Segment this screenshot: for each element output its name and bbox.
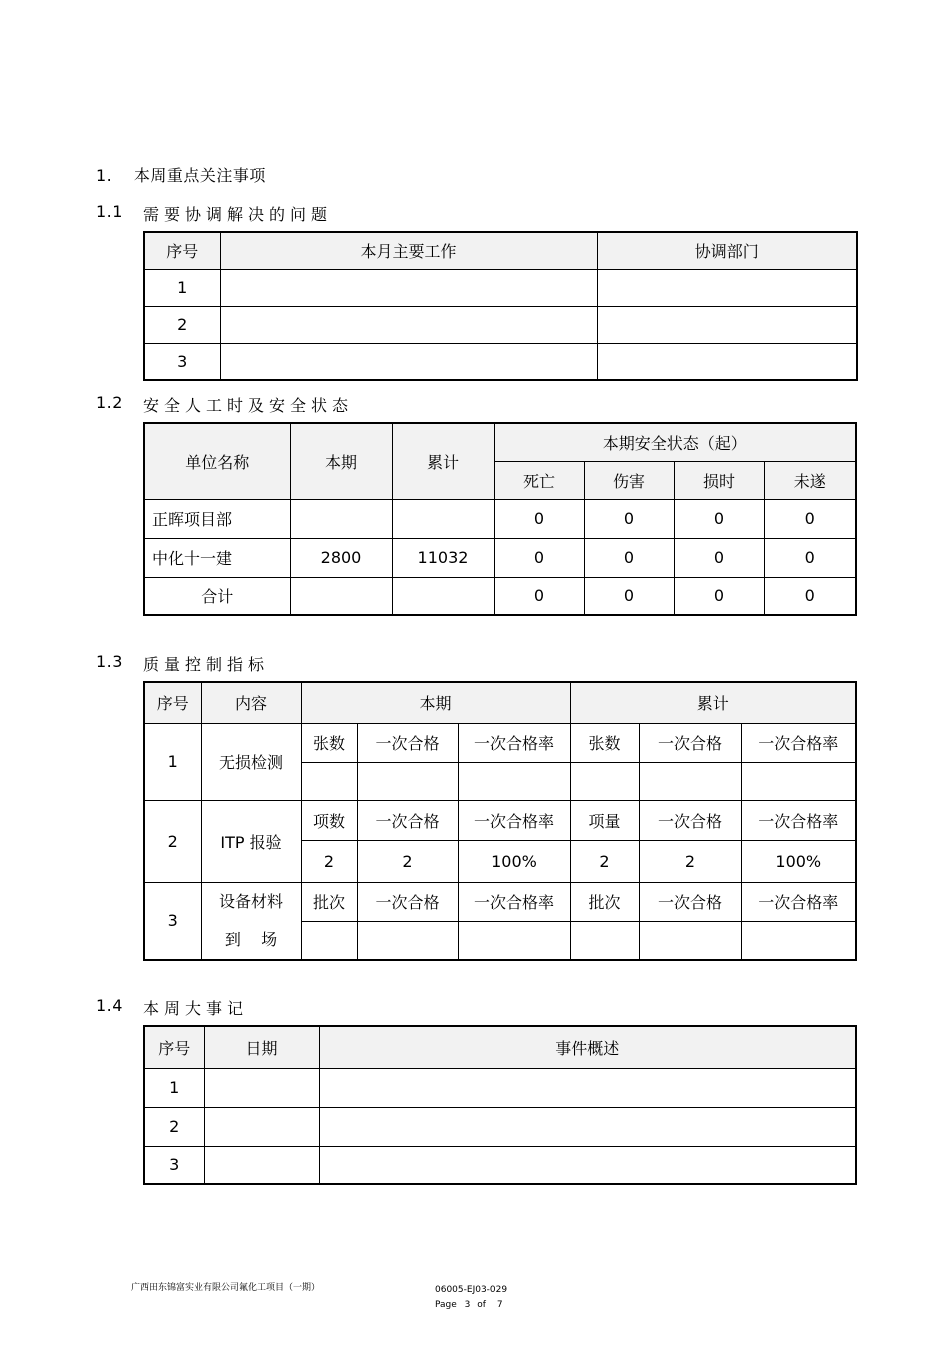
cell-injury: 0: [584, 577, 674, 615]
table-row: [144, 577, 856, 615]
cell-label: 一次合格: [357, 882, 458, 921]
cell-value: 2: [301, 840, 357, 882]
section-number: 1.2: [96, 393, 123, 412]
header-no: 序号: [144, 232, 220, 269]
header-period: 本期: [301, 682, 570, 723]
cell-label: 项数: [301, 800, 357, 840]
cell-injury: 0: [584, 499, 674, 538]
cell-value: [570, 921, 639, 959]
weekly-events-table: [143, 1025, 857, 1185]
cell-label: 一次合格: [357, 800, 458, 840]
cell-label: 张数: [301, 723, 357, 762]
cell-unit: 正晖项目部: [144, 499, 290, 538]
cell-value: [741, 762, 856, 800]
cell-unit: 中化十一建: [144, 538, 290, 577]
cell-dept: [597, 269, 857, 306]
section-title: 需要协调解决的问题: [143, 205, 333, 224]
content-line-1: 设备材料: [218, 891, 283, 911]
cell-lost-time: 0: [674, 538, 764, 577]
table-row: [144, 1107, 856, 1146]
cell-death: 0: [494, 499, 584, 538]
header-summary: 事件概述: [319, 1026, 856, 1068]
of-label: of: [477, 1300, 486, 1310]
cell-value: 2: [639, 840, 741, 882]
cell-date: [204, 1146, 319, 1184]
cell-no: 2: [144, 1107, 204, 1146]
cell-content: [201, 882, 301, 960]
quality-control-table: [143, 681, 857, 961]
header-period: 本期: [290, 423, 392, 499]
cell-value: [639, 921, 741, 959]
cell-no: 2: [144, 800, 201, 882]
header-no: 序号: [144, 1026, 204, 1068]
cell-no: 3: [144, 1146, 204, 1184]
cell-value: [458, 921, 570, 959]
cell-value: 100%: [458, 840, 570, 882]
section-title: 安全人工时及安全状态: [143, 396, 354, 415]
cell-label: 一次合格率: [458, 800, 570, 840]
section-1-3-heading: [96, 652, 270, 674]
section-number: 1.3: [96, 652, 123, 671]
cell-total: [392, 499, 494, 538]
cell-no: 1: [144, 723, 201, 800]
table-row: [144, 800, 856, 840]
cell-label: 批次: [570, 882, 639, 921]
section-1-2-heading: [96, 393, 354, 415]
cell-label: 一次合格率: [458, 882, 570, 921]
table-row: [144, 343, 857, 380]
cell-value: [639, 762, 741, 800]
cell-lost-time: 0: [674, 499, 764, 538]
cell-value: [357, 921, 458, 959]
footer-page-info: [435, 1300, 503, 1310]
header-safety-status: 本期安全状态（起）: [494, 423, 856, 461]
cell-value: [301, 921, 357, 959]
cell-summary: [319, 1107, 856, 1146]
cell-content: ITP 报验: [201, 800, 301, 882]
header-work: 本月主要工作: [220, 232, 597, 269]
section-1-heading: [96, 163, 266, 186]
header-date: 日期: [204, 1026, 319, 1068]
cell-death: 0: [494, 577, 584, 615]
cell-content: 无损检测: [201, 723, 301, 800]
cell-value: [570, 762, 639, 800]
header-lost-time: 损时: [674, 461, 764, 499]
cell-summary: [319, 1068, 856, 1107]
cell-near-miss: 0: [764, 499, 856, 538]
cell-total: [392, 577, 494, 615]
header-death: 死亡: [494, 461, 584, 499]
header-no: 序号: [144, 682, 201, 723]
header-unit: 单位名称: [144, 423, 290, 499]
safety-status-table: [143, 422, 857, 616]
cell-period: [290, 577, 392, 615]
cell-value: 100%: [741, 840, 856, 882]
cell-dept: [597, 343, 857, 380]
cell-value: 2: [570, 840, 639, 882]
cell-work: [220, 343, 597, 380]
cell-total: 11032: [392, 538, 494, 577]
cell-value: 2: [357, 840, 458, 882]
page-total: 7: [496, 1300, 503, 1310]
cell-summary: [319, 1146, 856, 1184]
cell-no: 3: [144, 343, 220, 380]
cell-label: 项量: [570, 800, 639, 840]
cell-label: 一次合格: [639, 723, 741, 762]
cell-label: 一次合格率: [741, 800, 856, 840]
coordination-issues-table: [143, 231, 858, 381]
cell-label: 一次合格率: [458, 723, 570, 762]
cell-label: 张数: [570, 723, 639, 762]
table-row: [144, 538, 856, 577]
table-row: [144, 723, 856, 762]
page-number: 3: [464, 1300, 471, 1310]
header-total: 累计: [392, 423, 494, 499]
section-number: 1.: [96, 166, 113, 185]
cell-no: 1: [144, 269, 220, 306]
cell-label: 一次合格: [639, 800, 741, 840]
cell-no: 1: [144, 1068, 204, 1107]
cell-injury: 0: [584, 538, 674, 577]
cell-label: 一次合格率: [741, 882, 856, 921]
cell-no: 3: [144, 882, 201, 960]
cell-work: [220, 306, 597, 343]
cell-death: 0: [494, 538, 584, 577]
cell-no: 2: [144, 306, 220, 343]
section-number: 1.1: [96, 202, 123, 221]
header-dept: 协调部门: [597, 232, 857, 269]
header-total: 累计: [570, 682, 856, 723]
footer-company: 广西田东锦富实业有限公司氟化工项目（一期）: [131, 1283, 321, 1293]
table-row: [144, 1068, 856, 1107]
cell-label: 批次: [301, 882, 357, 921]
section-title: 本周大事记: [143, 999, 249, 1018]
table-row: [144, 882, 856, 921]
header-injury: 伤害: [584, 461, 674, 499]
cell-lost-time: 0: [674, 577, 764, 615]
cell-label: 一次合格: [357, 723, 458, 762]
footer-doc-number: 06005-EJ03-029: [435, 1285, 508, 1295]
cell-label: 一次合格: [639, 882, 741, 921]
cell-period: 2800: [290, 538, 392, 577]
table-row: [144, 1146, 856, 1184]
page-label: Page: [435, 1300, 457, 1310]
section-1-1-heading: [96, 202, 333, 224]
cell-work: [220, 269, 597, 306]
cell-near-miss: 0: [764, 538, 856, 577]
section-number: 1.4: [96, 996, 123, 1015]
content-line-2: 到 场: [224, 929, 278, 949]
cell-value: [458, 762, 570, 800]
cell-label: 一次合格率: [741, 723, 856, 762]
table-row: [144, 306, 857, 343]
cell-value: [741, 921, 856, 959]
cell-date: [204, 1107, 319, 1146]
cell-period: [290, 499, 392, 538]
cell-value: [357, 762, 458, 800]
cell-near-miss: 0: [764, 577, 856, 615]
header-content: 内容: [201, 682, 301, 723]
table-row: [144, 499, 856, 538]
cell-value: [301, 762, 357, 800]
cell-dept: [597, 306, 857, 343]
table-row: [144, 269, 857, 306]
section-title: 质量控制指标: [143, 655, 270, 674]
section-title: 本周重点关注事项: [133, 166, 266, 185]
cell-date: [204, 1068, 319, 1107]
section-1-4-heading: [96, 996, 249, 1018]
header-near-miss: 未遂: [764, 461, 856, 499]
cell-unit: 合计: [144, 577, 290, 615]
